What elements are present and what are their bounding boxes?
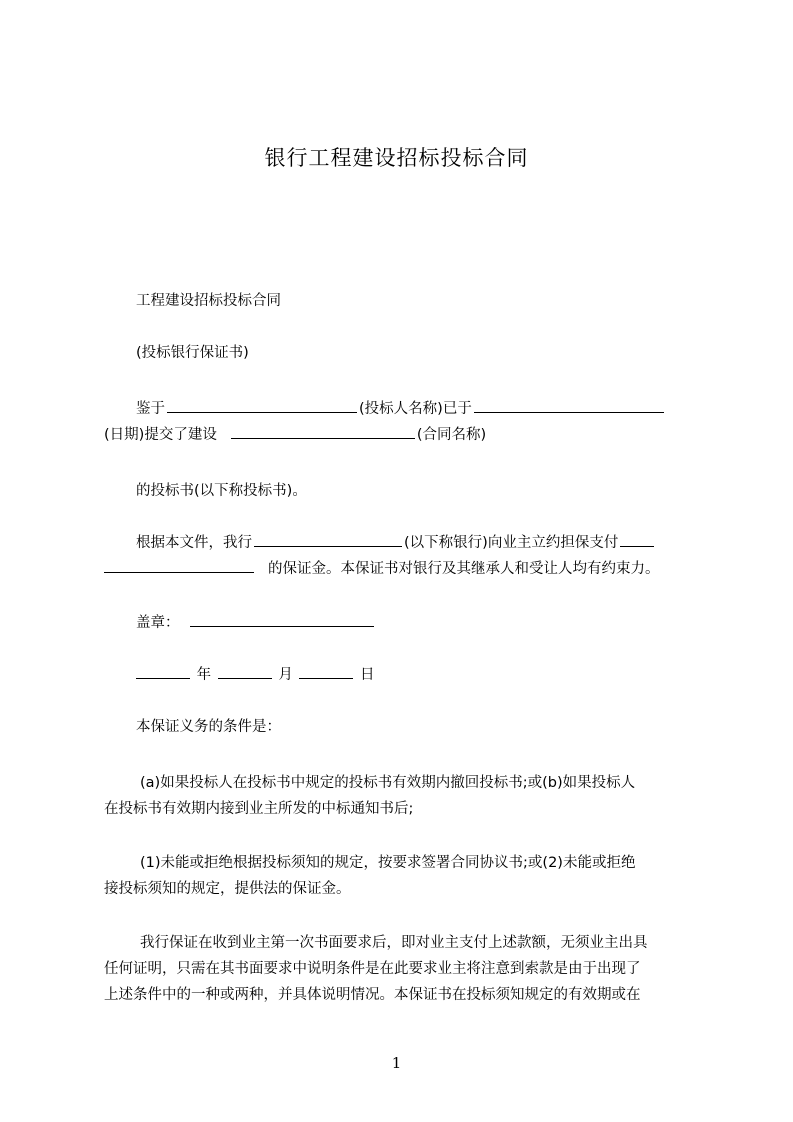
year-blank: [136, 664, 190, 679]
page-number: 1: [391, 1054, 402, 1072]
paragraph-3-line-2: [104, 556, 704, 582]
text-segment: (投标人名称)已于: [359, 401, 472, 417]
text-segment: 的保证金。本保证书对银行及其继承人和受让人均有约束力。: [268, 561, 660, 577]
day-label: 日: [360, 667, 375, 683]
month-blank: [218, 664, 272, 679]
condition-a-line-2: 在投标书有效期内接到业主所发的中标通知书后;: [104, 801, 414, 817]
day-blank: [299, 664, 353, 679]
year-label: 年: [196, 667, 212, 683]
seal-label: 盖章：: [136, 615, 180, 631]
condition-a-line-1: (a)如果投标人在投标书中规定的投标书有效期内撤回投标书;或(b)如果投标人: [140, 775, 636, 791]
guarantee-line-3: 上述条件中的一种或两种，并具体说明情况。本保证书在投标须知规定的有效期或在: [104, 987, 641, 1003]
text-segment: (以下称银行)向业主立约担保支付: [404, 535, 619, 551]
contract-heading: 工程建设招标投标合同: [136, 293, 281, 309]
seal-blank: [190, 612, 374, 627]
document-title: 银行工程建设招标投标合同: [264, 146, 529, 170]
contract-name-blank: [231, 424, 415, 439]
amount-blank-start: [620, 532, 654, 547]
paragraph-2: 的投标书(以下称投标书)。: [136, 483, 307, 499]
guarantee-line-2: 任何证明，只需在其书面要求中说明条件是在此要求业主将注意到索款是由于出现了: [104, 961, 641, 977]
text-segment: (合同名称): [416, 427, 487, 443]
text-segment: (日期)提交了建设: [104, 427, 217, 443]
amount-blank: [104, 558, 254, 573]
condition-1-line-2: 接投标须知的规定，提供法的保证金。: [104, 881, 351, 897]
paragraph-1-line-1: [136, 396, 704, 422]
bank-name-blank: [254, 532, 402, 547]
month-label: 月: [278, 667, 293, 683]
paragraph-3-line-1: [136, 530, 704, 556]
seal-line: [136, 610, 704, 636]
date-blank: [474, 398, 664, 413]
text-segment: 根据本文件，我行: [136, 535, 252, 551]
condition-1-line-1: (1)未能或拒绝根据投标须知的规定，按要求签署合同协议书;或(2)未能或拒绝: [140, 855, 636, 871]
date-line: [136, 662, 704, 688]
bidder-name-blank: [167, 398, 357, 413]
paragraph-1-line-2: [104, 422, 704, 448]
contract-subheading: (投标银行保证书): [136, 345, 249, 361]
guarantee-line-1: 我行保证在收到业主第一次书面要求后，即对业主支付上述款额，无须业主出具: [140, 935, 648, 951]
conditions-heading: 本保证义务的条件是：: [136, 719, 281, 735]
text-segment: 鉴于: [136, 401, 165, 417]
